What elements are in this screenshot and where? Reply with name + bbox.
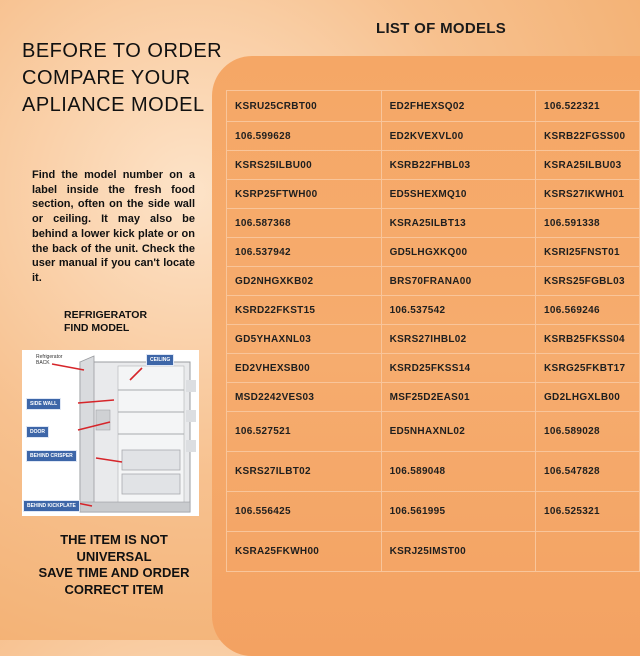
model-cell: KSRA25FKWH00 [227,532,382,572]
model-cell: KSRS27IKWH01 [535,180,639,209]
model-cell: MSF25D2EAS01 [381,383,535,412]
model-cell: KSRG25FKBT17 [535,354,639,383]
figure-title-line-1: REFRIGERATOR [64,309,148,321]
table-row [227,122,640,151]
model-cell: ED5SHEXMQ10 [381,180,535,209]
model-cell: KSRS25ILBU00 [227,151,382,180]
model-cell: ED2VHEXSB00 [227,354,382,383]
model-cell: 106.537942 [227,238,382,267]
table-row [227,412,640,452]
bottom-message-line-1: THE ITEM IS NOT [60,532,168,547]
model-cell: BRS70FRANA00 [381,267,535,296]
label-behind-crisper: BEHIND CRISPER [26,450,77,462]
model-cell: GD5LHGXKQ00 [381,238,535,267]
refrigerator-diagram [22,350,199,516]
model-cell: KSRS25FGBL03 [535,267,639,296]
model-cell: GD2LHGXLB00 [535,383,639,412]
model-cell: KSRS27ILBT02 [227,452,382,492]
model-cell: GD2NHGXKB02 [227,267,382,296]
headline [22,38,237,119]
model-cell: 106.599628 [227,122,382,151]
models-table-body [227,91,640,572]
label-ceiling: CEILING [146,354,174,366]
table-row [227,209,640,238]
table-row [227,325,640,354]
model-cell: KSRA25ILBT13 [381,209,535,238]
table-row [227,492,640,532]
table-row [227,296,640,325]
label-side-wall: SIDE WALL [26,398,61,410]
table-row [227,91,640,122]
model-cell: ED2KVEXVL00 [381,122,535,151]
model-cell: 106.591338 [535,209,639,238]
bottom-message [20,532,208,598]
label-refrigerator-back [36,354,62,366]
model-cell: 106.527521 [227,412,382,452]
table-row [227,267,640,296]
headline-line-2: COMPARE YOUR [22,67,191,89]
bottom-message-line-3: SAVE TIME AND ORDER [38,565,190,580]
model-cell: KSRI25FNST01 [535,238,639,267]
model-cell: MSD2242VES03 [227,383,382,412]
model-cell: 106.522321 [535,91,639,122]
table-row [227,354,640,383]
model-cell: 106.587368 [227,209,382,238]
model-cell: KSRD22FKST15 [227,296,382,325]
label-back-line-1: Refrigerator [36,354,63,360]
table-row [227,180,640,209]
model-cell: KSRP25FTWH00 [227,180,382,209]
model-cell: KSRA25ILBU03 [535,151,639,180]
instructions-text: Find the model number on a label inside the fresh food section, often on the side wall or ceiling. It may also be behind a lower kick plate or on the back of the unit. Check the user manual if you can't locate it. [32,169,195,284]
table-row [227,383,640,412]
model-cell: KSRB22FGSS00 [535,122,639,151]
model-cell: 106.561995 [381,492,535,532]
model-cell [535,532,639,572]
model-cell: KSRS27IHBL02 [381,325,535,354]
list-title: LIST OF MODELS [376,20,507,37]
model-cell: 106.537542 [381,296,535,325]
table-row [227,452,640,492]
model-cell: KSRB22FHBL03 [381,151,535,180]
label-door: DOOR [26,426,49,438]
bottom-message-line-2: UNIVERSAL [76,548,152,564]
model-cell: ED2FHEXSQ02 [381,91,535,122]
table-row [227,532,640,572]
figure-title-line-2: FIND MODEL [64,322,130,334]
model-cell: GD5YHAXNL03 [227,325,382,354]
model-cell: KSRD25FKSS14 [381,354,535,383]
models-table [226,90,640,572]
label-behind-kickplate: BEHIND KICKPLATE [23,500,80,512]
table-row [227,151,640,180]
figure-title [64,309,147,335]
bottom-message-line-4: CORRECT ITEM [64,581,164,597]
model-cell: 106.547828 [535,452,639,492]
headline-line-3: APLIANCE MODEL [22,94,205,116]
headline-line-1: BEFORE TO ORDER [22,40,223,62]
table-row [227,238,640,267]
model-cell: 106.525321 [535,492,639,532]
model-cell: KSRB25FKSS04 [535,325,639,354]
model-cell: KSRJ25IMST00 [381,532,535,572]
label-back-line-2: BACK [36,360,50,366]
model-cell: 106.589048 [381,452,535,492]
model-cell: 106.569246 [535,296,639,325]
model-cell: ED5NHAXNL02 [381,412,535,452]
model-cell: KSRU25CRBT00 [227,91,382,122]
model-cell: 106.589028 [535,412,639,452]
model-cell: 106.556425 [227,492,382,532]
